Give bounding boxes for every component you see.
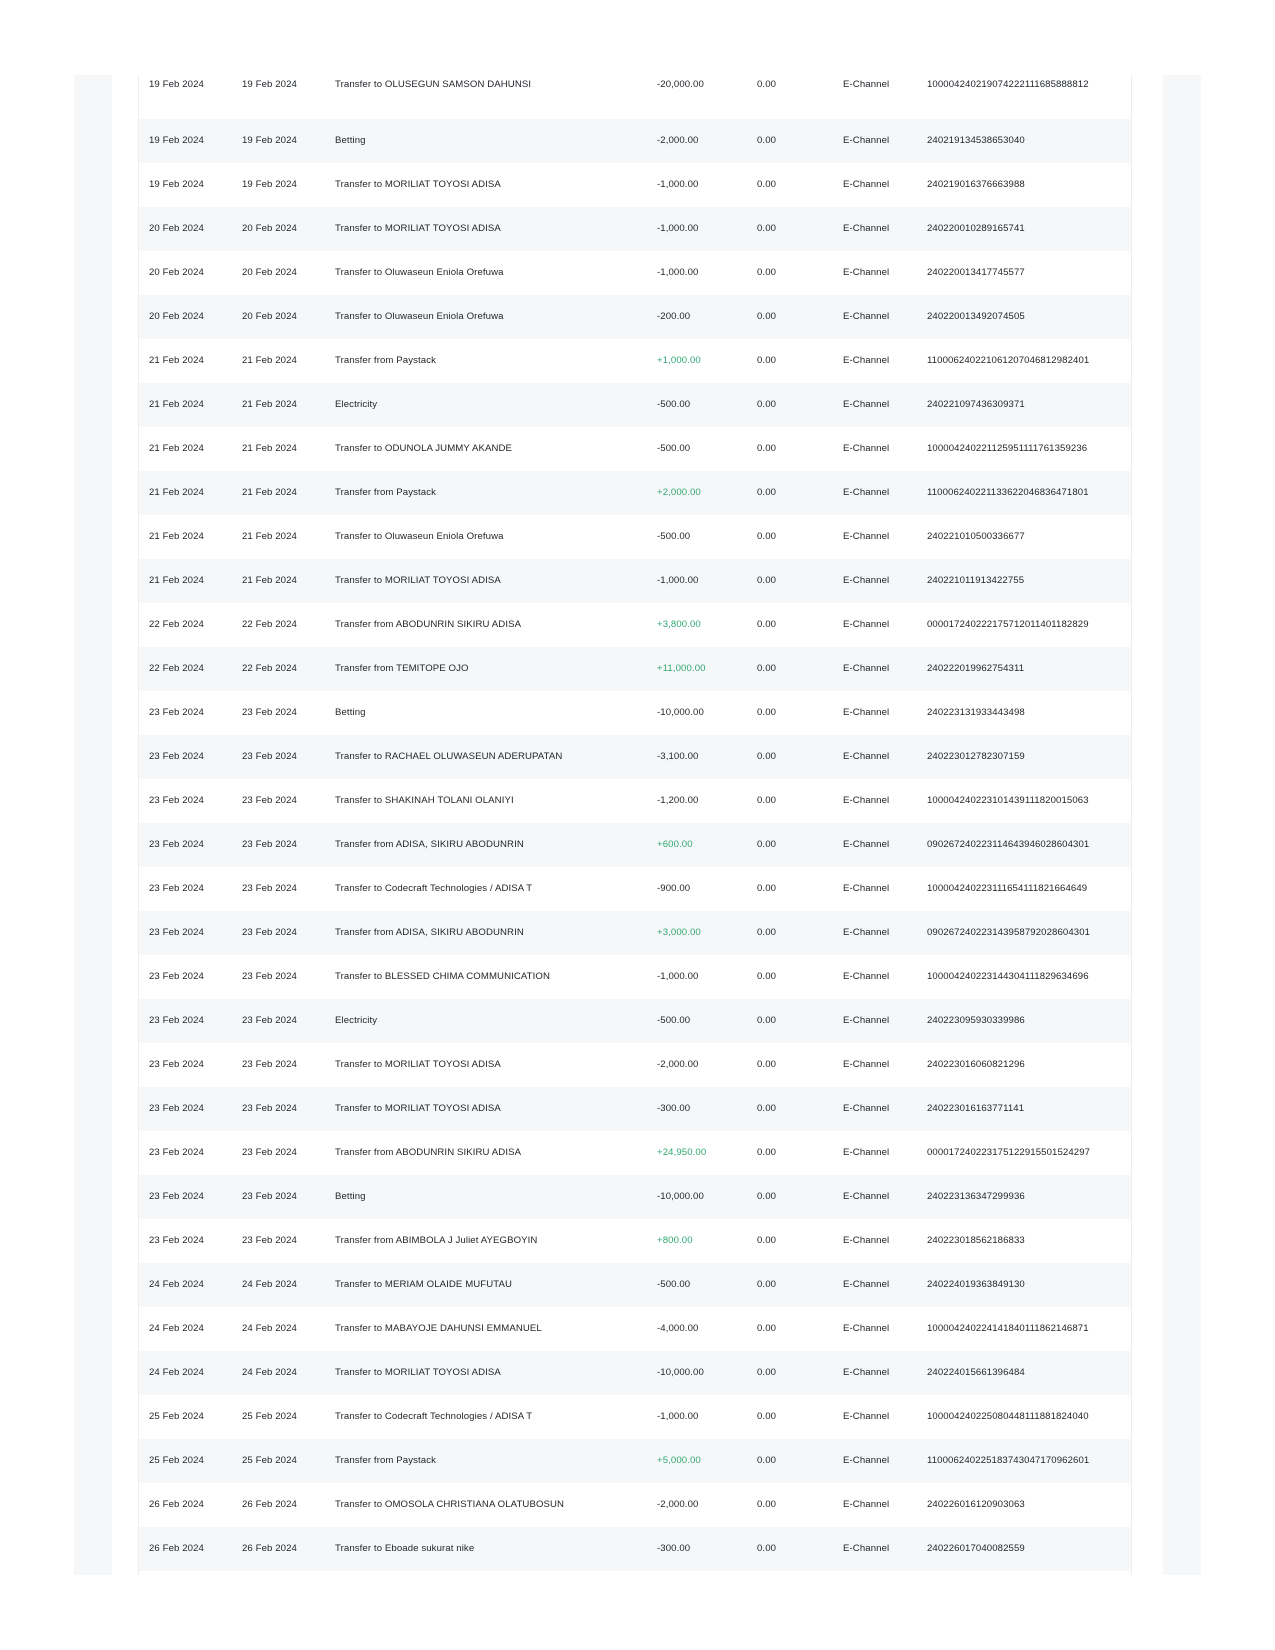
cell-description: Transfer to BLESSED CHIMA COMMUNICATION <box>335 971 550 982</box>
cell-amount: -20,000.00 <box>657 79 704 90</box>
cell-value-date: 24 Feb 2024 <box>242 1323 297 1334</box>
cell-amount: -1,200.00 <box>657 795 699 806</box>
left-margin-band <box>74 75 112 1575</box>
cell-value-date: 20 Feb 2024 <box>242 223 297 234</box>
cell-channel: E-Channel <box>843 1323 890 1334</box>
cell-trans-date: 23 Feb 2024 <box>149 839 204 850</box>
cell-trans-date: 23 Feb 2024 <box>149 751 204 762</box>
cell-reference: 240220010289165741 <box>927 223 1025 234</box>
cell-amount: -10,000.00 <box>657 1191 704 1202</box>
cell-amount: -1,000.00 <box>657 575 699 586</box>
cell-channel: E-Channel <box>843 1279 890 1290</box>
cell-amount: -1,000.00 <box>657 1411 699 1422</box>
cell-amount: -500.00 <box>657 399 691 410</box>
table-row <box>139 735 1131 779</box>
cell-channel: E-Channel <box>843 1367 890 1378</box>
cell-description: Transfer to Eboade sukurat nike <box>335 1543 475 1554</box>
cell-reference: 100004240224141840111862146871 <box>927 1323 1089 1334</box>
cell-trans-date: 21 Feb 2024 <box>149 355 204 366</box>
table-row <box>139 1307 1131 1351</box>
cell-balance: 0.00 <box>757 179 777 190</box>
cell-trans-date: 23 Feb 2024 <box>149 1059 204 1070</box>
cell-value-date: 24 Feb 2024 <box>242 1367 297 1378</box>
cell-value-date: 21 Feb 2024 <box>242 355 297 366</box>
cell-amount: -300.00 <box>657 1543 691 1554</box>
cell-balance: 0.00 <box>757 795 777 806</box>
cell-channel: E-Channel <box>843 1455 890 1466</box>
cell-value-date: 23 Feb 2024 <box>242 1015 297 1026</box>
cell-reference: 090267240223143958792028604301 <box>927 927 1091 938</box>
cell-reference: 110006240221061207046812982401 <box>927 355 1090 366</box>
cell-channel: E-Channel <box>843 619 890 630</box>
cell-channel: E-Channel <box>843 531 890 542</box>
cell-channel: E-Channel <box>843 223 890 234</box>
cell-channel: E-Channel <box>843 135 890 146</box>
cell-value-date: 23 Feb 2024 <box>242 839 297 850</box>
table-row <box>139 1263 1131 1307</box>
cell-value-date: 25 Feb 2024 <box>242 1455 297 1466</box>
cell-amount: -200.00 <box>657 311 691 322</box>
cell-description: Transfer to MABAYOJE DAHUNSI EMMANUEL <box>335 1323 542 1334</box>
table-row <box>139 1483 1131 1527</box>
table-row <box>139 1043 1131 1087</box>
cell-trans-date: 22 Feb 2024 <box>149 663 204 674</box>
cell-channel: E-Channel <box>843 971 890 982</box>
cell-description: Transfer from ADISA, SIKIRU ABODUNRIN <box>335 927 524 938</box>
cell-channel: E-Channel <box>843 443 890 454</box>
cell-amount: -2,000.00 <box>657 1499 699 1510</box>
cell-balance: 0.00 <box>757 399 777 410</box>
cell-balance: 0.00 <box>757 1191 777 1202</box>
cell-value-date: 23 Feb 2024 <box>242 1103 297 1114</box>
cell-description: Transfer to Oluwaseun Eniola Orefuwa <box>335 267 504 278</box>
cell-balance: 0.00 <box>757 267 777 278</box>
cell-value-date: 23 Feb 2024 <box>242 1191 297 1202</box>
cell-description: Transfer to OMOSOLA CHRISTIANA OLATUBOSUN <box>335 1499 565 1510</box>
cell-channel: E-Channel <box>843 1411 890 1422</box>
cell-amount: +3,800.00 <box>657 619 701 630</box>
cell-trans-date: 25 Feb 2024 <box>149 1411 204 1422</box>
cell-reference: 240219134538653040 <box>927 135 1025 146</box>
cell-balance: 0.00 <box>757 1235 777 1246</box>
cell-balance: 0.00 <box>757 1059 777 1070</box>
cell-description: Electricity <box>335 1015 378 1026</box>
table-row <box>139 999 1131 1043</box>
cell-value-date: 20 Feb 2024 <box>242 311 297 322</box>
cell-amount: -500.00 <box>657 443 691 454</box>
cell-description: Electricity <box>335 399 378 410</box>
table-row <box>139 867 1131 911</box>
cell-value-date: 26 Feb 2024 <box>242 1543 297 1554</box>
cell-amount: -500.00 <box>657 531 691 542</box>
cell-reference: 100004240223111654111821664649 <box>927 883 1088 894</box>
cell-reference: 240220013417745577 <box>927 267 1025 278</box>
cell-reference: 240221011913422755 <box>927 575 1025 586</box>
cell-trans-date: 26 Feb 2024 <box>149 1499 204 1510</box>
table-row <box>139 603 1131 647</box>
cell-description: Transfer to MERIAM OLAIDE MUFUTAU <box>335 1279 513 1290</box>
table-row <box>139 119 1131 163</box>
cell-channel: E-Channel <box>843 311 890 322</box>
cell-amount: -2,000.00 <box>657 1059 699 1070</box>
cell-trans-date: 23 Feb 2024 <box>149 1235 204 1246</box>
cell-value-date: 22 Feb 2024 <box>242 619 297 630</box>
cell-trans-date: 25 Feb 2024 <box>149 1455 204 1466</box>
cell-channel: E-Channel <box>843 1499 890 1510</box>
cell-trans-date: 23 Feb 2024 <box>149 1015 204 1026</box>
cell-description: Transfer to ODUNOLA JUMMY AKANDE <box>335 443 512 454</box>
table-row <box>139 559 1131 603</box>
cell-balance: 0.00 <box>757 1543 777 1554</box>
cell-amount: -500.00 <box>657 1015 691 1026</box>
table-row <box>139 911 1131 955</box>
cell-value-date: 19 Feb 2024 <box>242 135 297 146</box>
cell-description: Transfer from Paystack <box>335 1455 437 1466</box>
table-row <box>139 1527 1131 1571</box>
cell-reference: 100004240223101439111820015063 <box>927 795 1089 806</box>
cell-value-date: 25 Feb 2024 <box>242 1411 297 1422</box>
table-row <box>139 691 1131 735</box>
cell-value-date: 21 Feb 2024 <box>242 487 297 498</box>
cell-trans-date: 24 Feb 2024 <box>149 1323 204 1334</box>
cell-channel: E-Channel <box>843 1015 890 1026</box>
cell-balance: 0.00 <box>757 531 777 542</box>
cell-description: Transfer to MORILIAT TOYOSI ADISA <box>335 575 501 586</box>
cell-channel: E-Channel <box>843 1235 890 1246</box>
cell-reference: 240220013492074505 <box>927 311 1025 322</box>
transactions-table-body <box>139 75 1131 1571</box>
cell-balance: 0.00 <box>757 1323 777 1334</box>
cell-description: Transfer to Codecraft Technologies / ADISA T <box>335 1411 533 1422</box>
cell-channel: E-Channel <box>843 79 890 90</box>
cell-balance: 0.00 <box>757 135 777 146</box>
cell-reference: 110006240221133622046836471801 <box>927 487 1089 498</box>
cell-channel: E-Channel <box>843 1059 890 1070</box>
table-row <box>139 1439 1131 1483</box>
cell-balance: 0.00 <box>757 311 777 322</box>
cell-channel: E-Channel <box>843 1103 890 1114</box>
cell-description: Transfer from Paystack <box>335 487 437 498</box>
cell-balance: 0.00 <box>757 1499 777 1510</box>
cell-description: Transfer to MORILIAT TOYOSI ADISA <box>335 223 501 234</box>
cell-trans-date: 21 Feb 2024 <box>149 531 204 542</box>
cell-value-date: 21 Feb 2024 <box>242 443 297 454</box>
cell-channel: E-Channel <box>843 663 890 674</box>
cell-value-date: 22 Feb 2024 <box>242 663 297 674</box>
cell-description: Transfer from ADISA, SIKIRU ABODUNRIN <box>335 839 524 850</box>
cell-amount: -1,000.00 <box>657 223 699 234</box>
cell-value-date: 23 Feb 2024 <box>242 1147 297 1158</box>
cell-balance: 0.00 <box>757 223 777 234</box>
cell-channel: E-Channel <box>843 839 890 850</box>
cell-trans-date: 23 Feb 2024 <box>149 1147 204 1158</box>
cell-description: Transfer to Oluwaseun Eniola Orefuwa <box>335 531 504 542</box>
cell-amount: +2,000.00 <box>657 487 701 498</box>
table-row <box>139 515 1131 559</box>
cell-amount: +600.00 <box>657 839 693 850</box>
cell-channel: E-Channel <box>843 707 890 718</box>
cell-description: Transfer from Paystack <box>335 355 437 366</box>
cell-value-date: 23 Feb 2024 <box>242 795 297 806</box>
table-row <box>139 75 1131 119</box>
cell-balance: 0.00 <box>757 79 777 90</box>
table-row <box>139 339 1131 383</box>
cell-balance: 0.00 <box>757 1455 777 1466</box>
cell-value-date: 23 Feb 2024 <box>242 883 297 894</box>
cell-reference: 110006240225183743047170962601 <box>927 1455 1090 1466</box>
cell-balance: 0.00 <box>757 487 777 498</box>
cell-trans-date: 21 Feb 2024 <box>149 399 204 410</box>
cell-channel: E-Channel <box>843 487 890 498</box>
cell-reference: 240223136347299936 <box>927 1191 1025 1202</box>
cell-trans-date: 21 Feb 2024 <box>149 487 204 498</box>
cell-trans-date: 20 Feb 2024 <box>149 223 204 234</box>
cell-description: Transfer from ABIMBOLA J Juliet AYEGBOYIN <box>335 1235 538 1246</box>
cell-reference: 240223018562186833 <box>927 1235 1025 1246</box>
cell-trans-date: 23 Feb 2024 <box>149 795 204 806</box>
cell-trans-date: 23 Feb 2024 <box>149 971 204 982</box>
cell-reference: 000017240223175122915501524297 <box>927 1147 1091 1158</box>
cell-value-date: 23 Feb 2024 <box>242 1235 297 1246</box>
table-row <box>139 427 1131 471</box>
cell-value-date: 23 Feb 2024 <box>242 971 297 982</box>
cell-balance: 0.00 <box>757 575 777 586</box>
cell-balance: 0.00 <box>757 1367 777 1378</box>
cell-trans-date: 21 Feb 2024 <box>149 443 204 454</box>
cell-trans-date: 20 Feb 2024 <box>149 267 204 278</box>
cell-description: Transfer to MORILIAT TOYOSI ADISA <box>335 1367 501 1378</box>
cell-balance: 0.00 <box>757 619 777 630</box>
cell-channel: E-Channel <box>843 1543 890 1554</box>
cell-trans-date: 23 Feb 2024 <box>149 707 204 718</box>
cell-channel: E-Channel <box>843 267 890 278</box>
cell-balance: 0.00 <box>757 1103 777 1114</box>
cell-balance: 0.00 <box>757 1411 777 1422</box>
cell-amount: +24,950.00 <box>657 1147 707 1158</box>
cell-amount: -1,000.00 <box>657 971 699 982</box>
cell-balance: 0.00 <box>757 971 777 982</box>
table-row <box>139 1175 1131 1219</box>
cell-trans-date: 22 Feb 2024 <box>149 619 204 630</box>
cell-channel: E-Channel <box>843 927 890 938</box>
table-row <box>139 295 1131 339</box>
cell-amount: -10,000.00 <box>657 707 704 718</box>
table-row <box>139 1219 1131 1263</box>
cell-description: Transfer to Codecraft Technologies / ADISA T <box>335 883 533 894</box>
cell-amount: -900.00 <box>657 883 691 894</box>
cell-trans-date: 19 Feb 2024 <box>149 79 204 90</box>
cell-balance: 0.00 <box>757 1015 777 1026</box>
cell-channel: E-Channel <box>843 883 890 894</box>
cell-amount: +11,000.00 <box>657 663 706 674</box>
cell-amount: +1,000.00 <box>657 355 701 366</box>
table-row <box>139 1087 1131 1131</box>
cell-trans-date: 21 Feb 2024 <box>149 575 204 586</box>
cell-channel: E-Channel <box>843 575 890 586</box>
cell-description: Transfer from ABODUNRIN SIKIRU ADISA <box>335 1147 522 1158</box>
cell-description: Transfer to RACHAEL OLUWASEUN ADERUPATAN <box>335 751 563 762</box>
cell-value-date: 23 Feb 2024 <box>242 751 297 762</box>
cell-reference: 240221010500336677 <box>927 531 1025 542</box>
transactions-table <box>138 75 1132 1575</box>
cell-trans-date: 24 Feb 2024 <box>149 1279 204 1290</box>
cell-reference: 240226017040082559 <box>927 1543 1025 1554</box>
cell-description: Transfer to Oluwaseun Eniola Orefuwa <box>335 311 504 322</box>
cell-reference: 090267240223114643946028604301 <box>927 839 1090 850</box>
cell-description: Betting <box>335 1191 366 1202</box>
cell-description: Transfer to MORILIAT TOYOSI ADISA <box>335 179 501 190</box>
cell-amount: -1,000.00 <box>657 179 699 190</box>
cell-channel: E-Channel <box>843 179 890 190</box>
cell-channel: E-Channel <box>843 1191 890 1202</box>
cell-description: Transfer from ABODUNRIN SIKIRU ADISA <box>335 619 522 630</box>
cell-value-date: 24 Feb 2024 <box>242 1279 297 1290</box>
cell-value-date: 19 Feb 2024 <box>242 179 297 190</box>
cell-balance: 0.00 <box>757 663 777 674</box>
cell-trans-date: 23 Feb 2024 <box>149 1103 204 1114</box>
cell-balance: 0.00 <box>757 1279 777 1290</box>
cell-value-date: 21 Feb 2024 <box>242 399 297 410</box>
cell-amount: +3,000.00 <box>657 927 701 938</box>
cell-trans-date: 19 Feb 2024 <box>149 135 204 146</box>
table-row <box>139 1131 1131 1175</box>
cell-reference: 240223016163771141 <box>927 1103 1025 1114</box>
table-row <box>139 1351 1131 1395</box>
cell-amount: +800.00 <box>657 1235 693 1246</box>
cell-reference: 100004240225080448111881824040 <box>927 1411 1089 1422</box>
cell-balance: 0.00 <box>757 751 777 762</box>
cell-description: Betting <box>335 135 366 146</box>
cell-reference: 240226016120903063 <box>927 1499 1025 1510</box>
table-row <box>139 955 1131 999</box>
cell-channel: E-Channel <box>843 751 890 762</box>
cell-reference: 240223016060821296 <box>927 1059 1025 1070</box>
cell-trans-date: 19 Feb 2024 <box>149 179 204 190</box>
table-row <box>139 1395 1131 1439</box>
cell-reference: 240223131933443498 <box>927 707 1025 718</box>
cell-trans-date: 23 Feb 2024 <box>149 927 204 938</box>
cell-reference: 240221097436309371 <box>927 399 1025 410</box>
table-row <box>139 207 1131 251</box>
cell-description: Transfer to MORILIAT TOYOSI ADISA <box>335 1103 501 1114</box>
cell-balance: 0.00 <box>757 883 777 894</box>
cell-trans-date: 20 Feb 2024 <box>149 311 204 322</box>
cell-trans-date: 26 Feb 2024 <box>149 1543 204 1554</box>
cell-trans-date: 23 Feb 2024 <box>149 1191 204 1202</box>
cell-amount: +5,000.00 <box>657 1455 701 1466</box>
cell-reference: 240224015661396484 <box>927 1367 1025 1378</box>
table-row <box>139 647 1131 691</box>
cell-balance: 0.00 <box>757 1147 777 1158</box>
cell-value-date: 26 Feb 2024 <box>242 1499 297 1510</box>
cell-value-date: 21 Feb 2024 <box>242 575 297 586</box>
cell-reference: 100004240219074222111685888812 <box>927 79 1089 90</box>
table-row <box>139 163 1131 207</box>
table-row <box>139 823 1131 867</box>
cell-amount: -1,000.00 <box>657 267 699 278</box>
table-row <box>139 251 1131 295</box>
cell-balance: 0.00 <box>757 839 777 850</box>
cell-value-date: 20 Feb 2024 <box>242 267 297 278</box>
cell-amount: -4,000.00 <box>657 1323 699 1334</box>
cell-balance: 0.00 <box>757 355 777 366</box>
cell-channel: E-Channel <box>843 399 890 410</box>
cell-value-date: 23 Feb 2024 <box>242 927 297 938</box>
cell-amount: -500.00 <box>657 1279 691 1290</box>
cell-reference: 100004240223144304111829634696 <box>927 971 1089 982</box>
cell-description: Betting <box>335 707 366 718</box>
cell-balance: 0.00 <box>757 927 777 938</box>
cell-amount: -3,100.00 <box>657 751 699 762</box>
cell-description: Transfer to MORILIAT TOYOSI ADISA <box>335 1059 501 1070</box>
cell-reference: 000017240222175712011401182829 <box>927 619 1089 630</box>
cell-channel: E-Channel <box>843 355 890 366</box>
cell-channel: E-Channel <box>843 1147 890 1158</box>
cell-reference: 240219016376663988 <box>927 179 1025 190</box>
cell-amount: -2,000.00 <box>657 135 699 146</box>
cell-description: Transfer to OLUSEGUN SAMSON DAHUNSI <box>335 79 532 90</box>
cell-reference: 240224019363849130 <box>927 1279 1025 1290</box>
table-row <box>139 383 1131 427</box>
cell-reference: 240222019962754311 <box>927 663 1025 674</box>
cell-value-date: 21 Feb 2024 <box>242 531 297 542</box>
right-margin-band <box>1163 75 1201 1575</box>
cell-trans-date: 23 Feb 2024 <box>149 883 204 894</box>
cell-balance: 0.00 <box>757 443 777 454</box>
cell-description: Transfer from TEMITOPE OJO <box>335 663 469 674</box>
cell-value-date: 23 Feb 2024 <box>242 707 297 718</box>
cell-balance: 0.00 <box>757 707 777 718</box>
cell-trans-date: 24 Feb 2024 <box>149 1367 204 1378</box>
cell-reference: 240223012782307159 <box>927 751 1025 762</box>
cell-value-date: 19 Feb 2024 <box>242 79 297 90</box>
cell-amount: -300.00 <box>657 1103 691 1114</box>
table-row <box>139 471 1131 515</box>
cell-channel: E-Channel <box>843 795 890 806</box>
cell-reference: 240223095930339986 <box>927 1015 1025 1026</box>
cell-reference: 100004240221125951111761359236 <box>927 443 1088 454</box>
table-row <box>139 779 1131 823</box>
cell-value-date: 23 Feb 2024 <box>242 1059 297 1070</box>
cell-amount: -10,000.00 <box>657 1367 704 1378</box>
cell-description: Transfer to SHAKINAH TOLANI OLANIYI <box>335 795 514 806</box>
